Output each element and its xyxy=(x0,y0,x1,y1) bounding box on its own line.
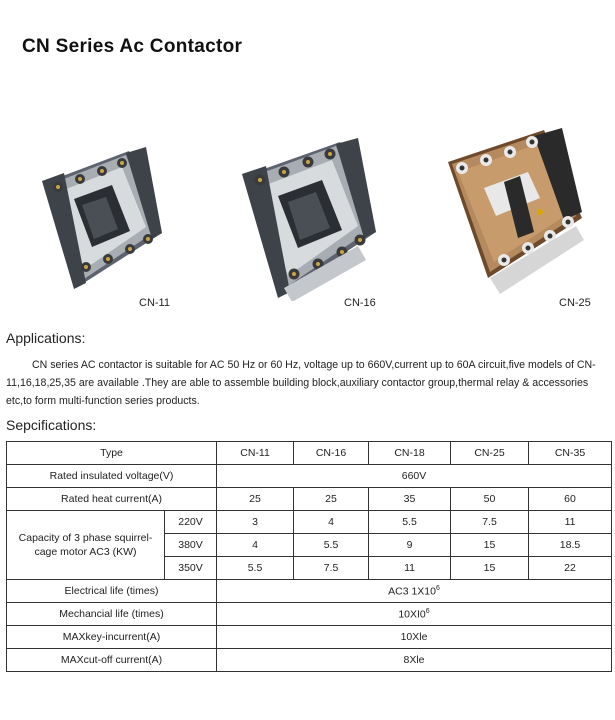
specifications-table xyxy=(6,441,612,672)
electrical-life-label: Electrical life (times) xyxy=(7,580,217,603)
model-header: CN-25 xyxy=(451,442,529,465)
max-key-in-label: MAXkey-incurrent(A) xyxy=(7,626,217,649)
capacity-value: 9 xyxy=(369,534,451,557)
table-row-capacity-220 xyxy=(7,511,612,534)
capacity-value: 15 xyxy=(451,534,529,557)
table-row-max-cut-off xyxy=(7,649,612,672)
rated-current-label: Rated heat current(A) xyxy=(7,488,217,511)
product-caption-cn-25: CN-25 xyxy=(559,297,591,309)
rated-current-value: 50 xyxy=(451,488,529,511)
rated-voltage-value: 660V xyxy=(217,465,612,488)
capacity-value: 22 xyxy=(529,557,612,580)
capacity-value: 4 xyxy=(217,534,294,557)
mechanical-life-exponent: 6 xyxy=(425,607,430,615)
capacity-value: 7.5 xyxy=(451,511,529,534)
mechanical-life-value xyxy=(217,603,612,626)
type-label: Type xyxy=(7,442,217,465)
capacity-value: 15 xyxy=(451,557,529,580)
capacity-value: 18.5 xyxy=(529,534,612,557)
capacity-value: 5.5 xyxy=(294,534,369,557)
max-key-in-value: 10Xle xyxy=(217,626,612,649)
rated-current-value: 35 xyxy=(369,488,451,511)
table-row-electrical-life xyxy=(7,580,612,603)
capacity-voltage: 380V xyxy=(165,534,217,557)
max-cut-off-value: 8Xle xyxy=(217,649,612,672)
table-row-rated-voltage xyxy=(7,465,612,488)
page-title: CN Series Ac Contactor xyxy=(22,36,243,57)
electrical-life-exponent: 6 xyxy=(436,584,440,592)
product-image-cn-11 xyxy=(34,143,164,293)
rated-current-value: 60 xyxy=(529,488,612,511)
table-row-rated-current xyxy=(7,488,612,511)
model-header: CN-35 xyxy=(529,442,612,465)
capacity-value: 4 xyxy=(294,511,369,534)
capacity-label: Capacity of 3 phase squirrel-cage motor AC3 (KW) xyxy=(7,511,165,580)
capacity-value: 11 xyxy=(369,557,451,580)
max-cut-off-label: MAXcut-off current(A) xyxy=(7,649,217,672)
specifications-heading: Sepcifications: xyxy=(6,417,97,433)
table-row-max-key-in xyxy=(7,626,612,649)
table-row-type xyxy=(7,442,612,465)
capacity-value: 11 xyxy=(529,511,612,534)
capacity-value: 3 xyxy=(217,511,294,534)
product-image-cn-16 xyxy=(238,136,378,301)
model-header: CN-18 xyxy=(369,442,451,465)
product-caption-cn-16: CN-16 xyxy=(344,297,376,309)
capacity-value: 5.5 xyxy=(369,511,451,534)
applications-text: CN series AC contactor is suitable for AC 50 Hz or 60 Hz, voltage up to 660V,current up to 60A circuit,five models of CN-11,16,18,25,35 are available .They are able to assemble building block,auxiliary contactor group,thermal relay & accessories etc,to form multi-function series products. xyxy=(6,359,596,407)
product-image-cn-25 xyxy=(444,128,584,303)
electrical-life-value xyxy=(217,580,612,603)
mechanical-life-base: 10XI0 xyxy=(398,608,426,621)
rated-current-value: 25 xyxy=(217,488,294,511)
table-row-mechanical-life xyxy=(7,603,612,626)
capacity-value: 5.5 xyxy=(217,557,294,580)
product-caption-cn-11: CN-11 xyxy=(139,297,170,309)
capacity-voltage: 220V xyxy=(165,511,217,534)
applications-heading: Applications: xyxy=(6,330,86,346)
rated-voltage-label: Rated insulated voltage(V) xyxy=(7,465,217,488)
model-header: CN-16 xyxy=(294,442,369,465)
rated-current-value: 25 xyxy=(294,488,369,511)
mechanical-life-label: Mechancial life (times) xyxy=(7,603,217,626)
electrical-life-base: AC3 1X10 xyxy=(388,585,436,598)
capacity-value: 7.5 xyxy=(294,557,369,580)
capacity-voltage: 350V xyxy=(165,557,217,580)
model-header: CN-11 xyxy=(217,442,294,465)
